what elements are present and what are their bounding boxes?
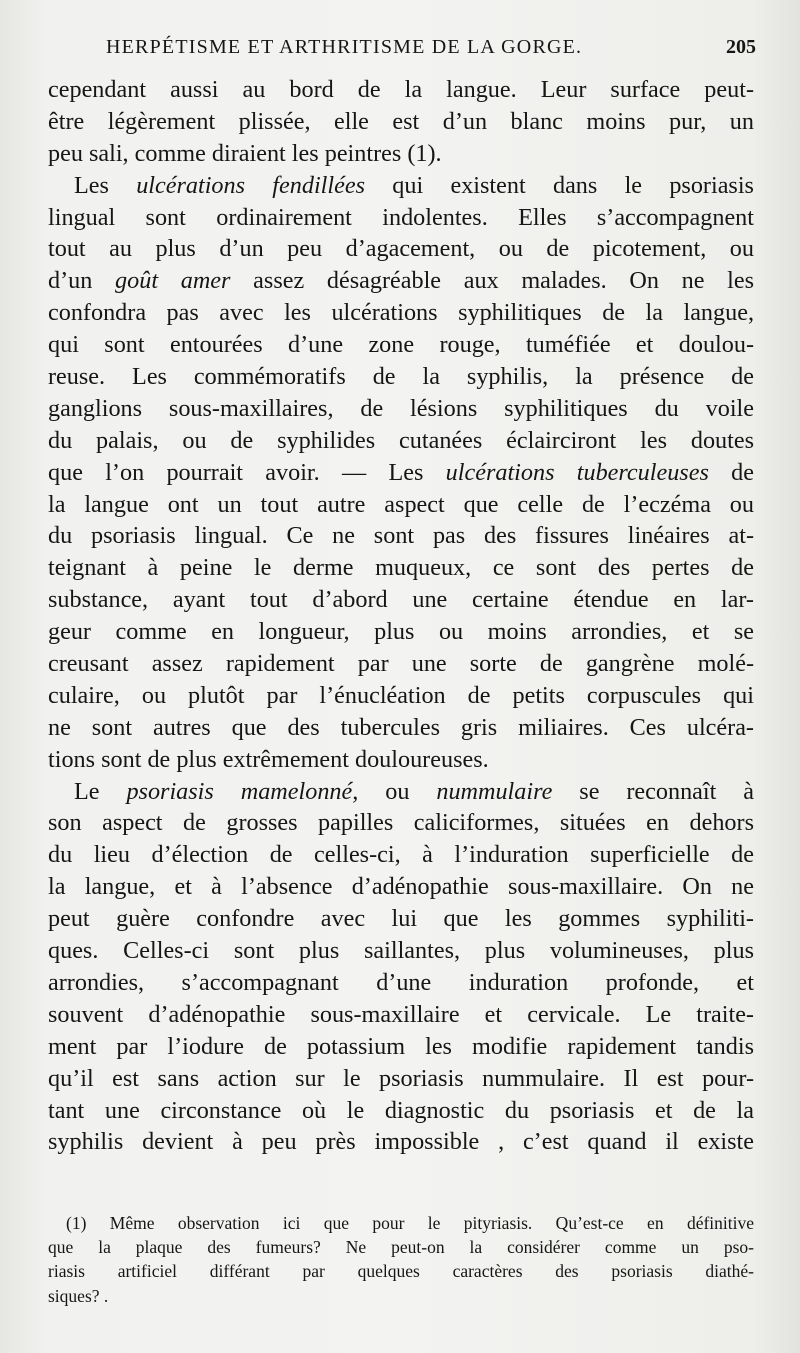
text-line (48, 648, 754, 680)
text-run: son aspect de grosses papilles caliciformes, situées en dehors (48, 809, 754, 837)
text-run: qui sont entourées d’une zone rouge, tuméfiée et doulou- (48, 331, 754, 359)
text-run: teignant à peine le derme muqueux, ce sont des pertes de (48, 554, 754, 582)
text-run: qu’il est sans action sur le psoriasis nummulaire. Il est pour- (48, 1064, 754, 1092)
text-line (48, 935, 754, 967)
text-run: substance, ayant tout d’abord une certaine étendue en lar- (48, 586, 754, 614)
text-run: lingual sont ordinairement indolentes. Elles s’accompagnent (48, 203, 754, 231)
text-line (48, 265, 754, 297)
text-line (48, 999, 754, 1031)
text-run: culaire, ou plutôt par l’énucléation de petits corpuscules qui (48, 681, 754, 709)
text-line (48, 839, 754, 871)
text-line (48, 138, 754, 170)
text-line (48, 202, 754, 234)
text-run: que l’on pourrait avoir. — Les (48, 458, 446, 486)
text-line (48, 297, 754, 329)
text-run: assez désagréable aux malades. On ne les (230, 267, 755, 295)
text-line (48, 1031, 754, 1063)
italic-text: ulcérations fendillées (136, 171, 365, 199)
text-run: ganglions sous-maxillaires, de lésions syphilitiques du voile (48, 394, 754, 422)
footnote-line: siques? . (48, 1285, 109, 1306)
italic-text: nummulaire (436, 777, 553, 805)
text-line (48, 744, 754, 776)
running-title: HERPÉTISME ET ARTHRITISME DE LA GORGE. (106, 36, 583, 58)
text-run: Le (74, 777, 127, 805)
text-run: du psoriasis lingual. Ce ne sont pas des fissures linéaires at- (48, 522, 754, 550)
text-run: la langue ont un tout autre aspect que celle de l’eczéma ou (48, 490, 754, 518)
running-header (106, 36, 756, 62)
text-run: ou (358, 777, 437, 805)
text-line (48, 552, 754, 584)
italic-text: psoriasis mamelonné, (126, 777, 359, 805)
text-run: la langue, et à l’absence d’adénopathie sous-maxillaire. On ne (48, 873, 754, 901)
text-run: peu sali, comme diraient les peintres (1). (48, 139, 442, 167)
text-line (48, 680, 754, 712)
text-run: de (708, 458, 754, 486)
text-line (48, 457, 754, 489)
text-run: tant une circonstance où le diagnostic du psoriasis et de la (48, 1096, 754, 1124)
footnote-line: que la plaque des fumeurs? Ne peut-on la considérer comme un pso- (48, 1237, 754, 1258)
page-number: 205 (726, 36, 756, 58)
text-run: reuse. Les commémoratifs de la syphilis, la présence de (48, 363, 754, 391)
text-line (48, 489, 754, 521)
text-line (48, 1095, 754, 1127)
text-run: d’un (48, 267, 116, 295)
text-line (48, 807, 754, 839)
text-line (48, 233, 754, 265)
text-run: ne sont autres que des tubercules gris miliaires. Ces ulcéra- (48, 713, 754, 741)
footnote-line: (1) Même observation ici que pour le pityriasis. Qu’est-ce en définitive (66, 1213, 754, 1233)
text-run: du lieu d’élection de celles-ci, à l’induration superficielle de (48, 841, 754, 869)
text-run: ment par l’iodure de potassium les modifie rapidement tandis (48, 1032, 754, 1060)
text-run: tout au plus d’un peu d’agacement, ou de picotement, ou (48, 235, 754, 263)
text-line (48, 712, 754, 744)
text-run: syphilis devient à peu près impossible , c’est quand il existe (48, 1128, 754, 1156)
text-run: Les (74, 171, 137, 199)
text-line (48, 425, 754, 457)
text-line (48, 520, 754, 552)
italic-text: ulcérations tuberculeuses (445, 458, 709, 486)
text-line (48, 616, 754, 648)
text-line (48, 1063, 754, 1095)
text-line (48, 871, 754, 903)
text-run: qui existent dans le psoriasis (365, 171, 754, 199)
text-line (48, 393, 754, 425)
text-line (48, 776, 754, 808)
text-run: cependant aussi au bord de la langue. Leur surface peut- (48, 76, 754, 103)
text-run: du palais, ou de syphilides cutanées éclairciront les doutes (48, 426, 754, 454)
text-line (48, 106, 754, 138)
text-line (48, 1126, 754, 1158)
footnote (48, 1211, 754, 1308)
text-run: peut guère confondre avec lui que les gommes syphiliti- (48, 905, 754, 933)
body-text (48, 74, 754, 1158)
text-line (48, 903, 754, 935)
text-run: ques. Celles-ci sont plus saillantes, plus volumineuses, plus (48, 937, 754, 965)
text-run: être légèrement plissée, elle est d’un blanc moins pur, un (48, 107, 754, 135)
text-run: geur comme en longueur, plus ou moins arrondies, et se (48, 618, 754, 646)
text-run: tions sont de plus extrêmement douloureuses. (48, 745, 489, 773)
text-run: se reconnaît à (552, 777, 755, 805)
text-line (48, 967, 754, 999)
italic-text: goût amer (115, 267, 231, 295)
text-run: arrondies, s’accompagnant d’une induration profonde, et (48, 968, 754, 996)
text-run: souvent d’adénopathie sous-maxillaire et cervicale. Le traite- (48, 1000, 754, 1028)
text-line (48, 584, 754, 616)
text-line (48, 170, 754, 202)
text-line (48, 329, 754, 361)
text-run: confondra pas avec les ulcérations syphilitiques de la langue, (48, 299, 754, 327)
text-line (48, 361, 754, 393)
footnote-line: riasis artificiel différant par quelques caractères des psoriasis diathé- (48, 1261, 754, 1282)
text-run: creusant assez rapidement par une sorte de gangrène molé- (48, 650, 754, 678)
text-line (48, 74, 754, 106)
